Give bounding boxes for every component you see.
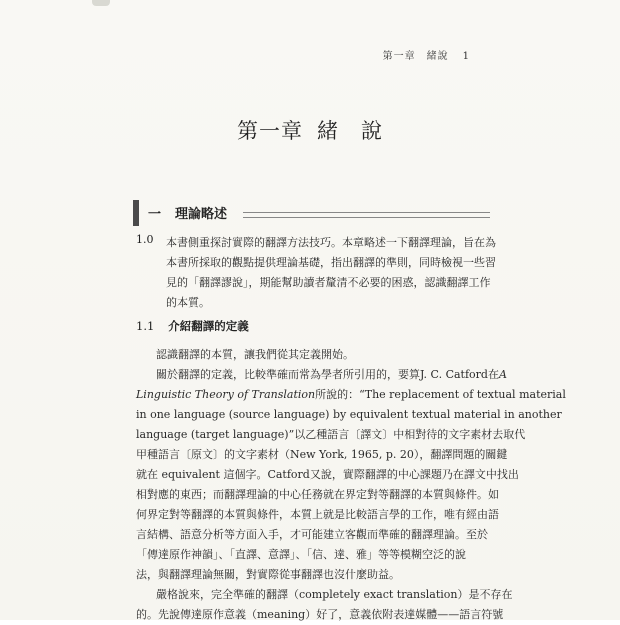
paragraph-line: 見的「翻譯謬說」，期能幫助讀者釐清不必要的困惑，認識翻譯工作 — [166, 276, 491, 289]
section-number: 一 — [148, 207, 162, 222]
book-title-italic: A — [498, 368, 507, 381]
body-line: 言結構、語意分析等方面入手，才可能建立客觀而準確的翻譯理論。至於 — [136, 528, 488, 541]
running-head-title: 第一章 緒說 — [382, 51, 449, 62]
body-line: 就在 equivalent 這個字。Catford又說，實際翻譯的中心課題乃在譯文中找出 — [136, 468, 519, 481]
chapter-title — [0, 115, 620, 145]
running-head — [383, 47, 470, 62]
section-double-rule — [243, 212, 490, 218]
body-line: Linguistic Theory of Translation所說的：“The replacement of textual material — [136, 388, 566, 401]
body-line: 的。先說傳達原作意義（meaning）好了，意義依附表達媒體——語言符號 — [136, 608, 504, 621]
body-line: 嚴格說來，完全準確的翻譯（completely exact translation）是不存在 — [156, 588, 513, 601]
page-number: 1 — [462, 51, 470, 62]
paragraph-line: 的本質。 — [166, 296, 210, 309]
body-text — [136, 345, 566, 625]
body-line: 法，與翻譯理論無關，對實際從事翻譯也沒什麼助益。 — [136, 568, 400, 581]
body-line: 關於翻譯的定義，比較準確而常為學者所引用的，要算J. C. Catford在A — [156, 368, 507, 381]
body-line: 認識翻譯的本質，讓我們從其定義開始。 — [156, 348, 354, 361]
body-line: 何界定對等翻譯的本質與條件，本質上就是比較語言學的工作，唯有經由語 — [136, 508, 499, 521]
body-line: in one language (source language) by equivalent textual material in another — [136, 408, 562, 421]
section-title: 理論略述 — [175, 207, 228, 222]
paragraph-line: 本書所採取的觀點提供理論基礎，指出翻譯的準則，同時檢視一些習 — [166, 256, 496, 269]
body-line: language (target language)”以乙種語言〔譯文〕中相對待的文字素材去取代 — [136, 428, 526, 441]
section-heading — [148, 203, 227, 222]
paragraph-line: 本書側重探討實際的翻譯方法技巧。本章略述一下翻譯理論，旨在為 — [166, 236, 496, 249]
section-marker-bar — [133, 200, 139, 226]
subsection-heading — [136, 318, 249, 334]
body-line: 相對應的東西；而翻譯理論的中心任務就在界定對等翻譯的本質與條件。如 — [136, 488, 499, 501]
chapter-number: 第一章 — [237, 119, 303, 143]
book-title-italic: Linguistic Theory of Translation — [136, 388, 316, 401]
paragraph-1-0 — [166, 233, 496, 313]
body-line: 「傳達原作神韻」、「直譯、意譯」、「信、達、雅」等等模糊空泛的說 — [136, 548, 466, 561]
subsection-number: 1.1 — [136, 319, 155, 333]
paragraph-number: 1.0 — [136, 233, 154, 246]
subsection-title: 介紹翻譯的定義 — [168, 319, 249, 333]
chapter-name: 緒 說 — [317, 119, 383, 143]
body-line: 甲種語言〔原文〕的文字素材（New York, 1965, p. 20），翻譯問題的關鍵 — [136, 448, 508, 461]
page-corner-mark — [92, 0, 110, 6]
